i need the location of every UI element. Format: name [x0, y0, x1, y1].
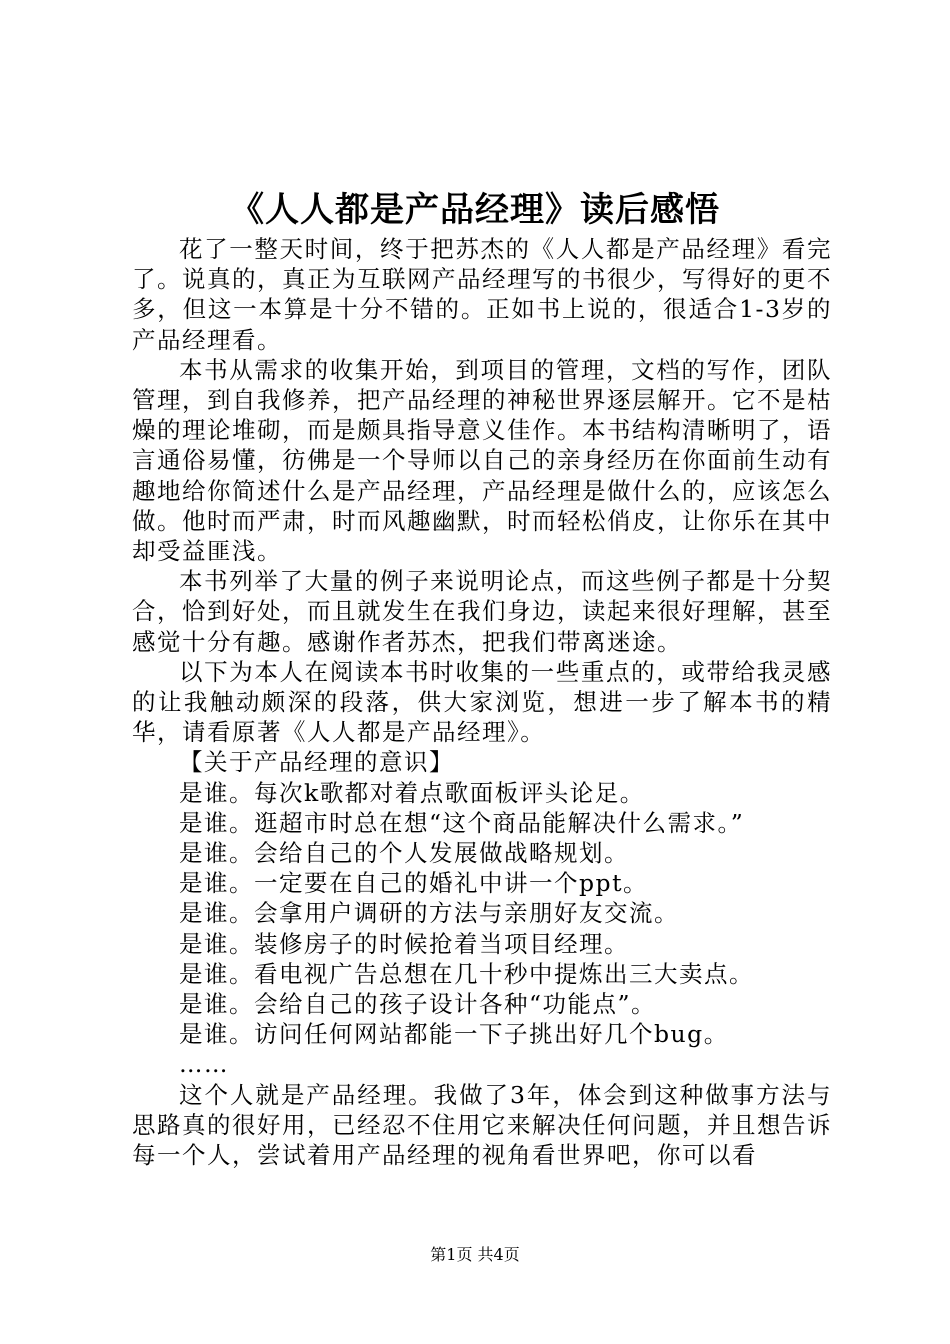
list-item: 是谁。装修房子的时候抢着当项目经理。 [179, 929, 629, 958]
list-item: 是谁。逛超市时总在想“这个商品能解决什么需求。” [179, 808, 745, 837]
list-item: 是谁。会给自己的个人发展做战略规划。 [179, 839, 629, 868]
list-item: 是谁。会拿用户调研的方法与亲朋好友交流。 [179, 899, 679, 928]
list-item: 是谁。看电视广告总想在几十秒中提炼出三大卖点。 [179, 959, 754, 988]
list-item: 是谁。每次k歌都对着点歌面板评头论足。 [179, 778, 645, 807]
section-heading: 【关于产品经理的意识】 [179, 748, 454, 777]
page-footer: 第1页 共4页 [430, 1245, 520, 1264]
list-item: 是谁。会给自己的孩子设计各种“功能点”。 [179, 990, 657, 1019]
list-item: 是谁。一定要在自己的婚礼中讲一个ppt。 [179, 869, 649, 898]
paragraph-4: 以下为本人在阅读本书时收集的一些重点的，或带给我灵感的让我触动颇深的段落，供大家浏览，想进一步了解本书的精华，请看原著《人人都是产品经理》。 [132, 657, 832, 747]
paragraph-1: 花了一整天时间，终于把苏杰的《人人都是产品经理》看完了。说真的，真正为互联网产品经理写的书很少，写得好的更不多，但这一本算是十分不错的。正如书上说的，很适合1-3岁的产品经理看。 [132, 235, 832, 354]
document-title: 《人人都是产品经理》读后感悟 [230, 190, 720, 230]
document-body [132, 234, 832, 1170]
closing-paragraph: 这个人就是产品经理。我做了3年，体会到这种做事方法与思路真的很好用，已经忍不住用它来解决任何问题，并且想告诉每一个人，尝试着用产品经理的视角看世界吧，你可以看 [132, 1080, 832, 1170]
paragraph-2: 本书从需求的收集开始，到项目的管理，文档的写作，团队管理，到自我修养，把产品经理的神秘世界逐层解开。它不是枯燥的理论堆砌，而是颇具指导意义佳作。本书结构清晰明了，语言通俗易懂，彷佛是一个导师以自己的亲身经历在你面前生动有趣地给你简述什么是产品经理，产品经理是做什么的，应该怎么做。他时而严肃，时而风趣幽默，时而轻松俏皮，让你乐在其中却受益匪浅。 [132, 355, 832, 566]
list-ellipsis: …… [179, 1050, 229, 1079]
paragraph-3: 本书列举了大量的例子来说明论点，而这些例子都是十分契合，恰到好处，而且就发生在我们身边，读起来很好理解，甚至感觉十分有趣。感谢作者苏杰，把我们带离迷途。 [132, 567, 832, 656]
list-item: 是谁。访问任何网站都能一下子挑出好几个bug。 [179, 1020, 729, 1049]
